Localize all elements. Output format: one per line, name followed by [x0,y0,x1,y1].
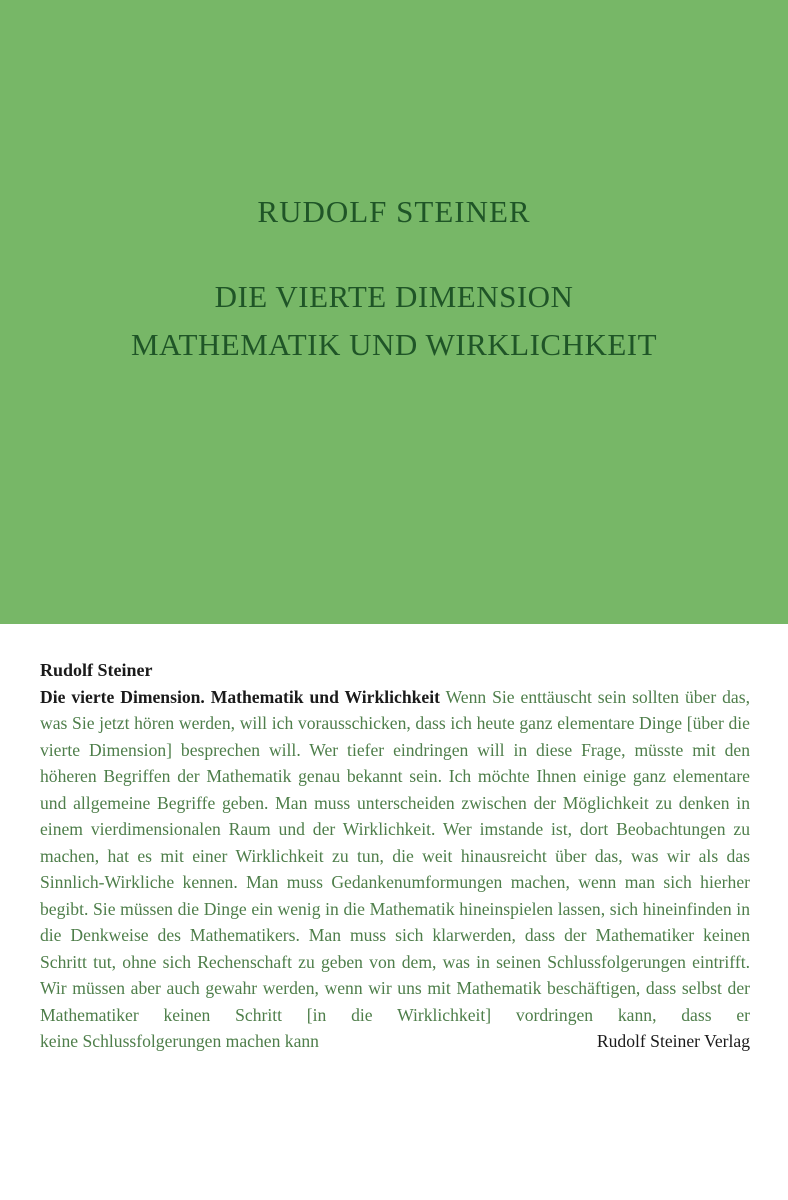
cover-author: RUDOLF STEINER [257,194,531,229]
blurb-text: Wenn Sie enttäuscht sein sollten über das, was Sie jetzt hören werden, will ich vorausschicken, dass ich heute ganz elementare Dinge [über die vierte Dimension] besprechen will. Wer tiefer eindringen will in diese Frage, müsste mit den höheren Begriffen der Mathematik genau bekannt sein. Ich möchte Ihnen einige ganz elementare und allgemeine Begriffe geben. Man muss unterscheiden zwischen der Möglichkeit zu denken in einem vierdimensionalen Raum und der Wirklichkeit. Wer imstande ist, dort Beobachtungen zu machen, hat es mit einer Wirklichkeit zu tun, die weit hinausreicht über das, was wir als das Sinnlich-Wirkliche kennen. Man muss Gedankenumformungen machen, wenn man sich hierher begibt. Sie müssen die Dinge ein wenig in die Mathematik hineinspielen lassen, sich hineinfinden in die Denkweise des Mathematikers. Man muss sich klarwerden, dass der Mathematiker keinen Schritt tut, ohne sich Rechenschaft zu geben von dem, was in seinen Schlussfolgerungen eintrifft. Wir müssen aber auch gewahr werden, wenn wir uns mit Mathematik beschäftigen, dass selbst der Mathematiker keinen Schritt [in die Wirklichkeit] vordringen kann, dass er [40,686,750,1025]
blurb-book-title: Die vierte Dimension. Mathematik und Wirklichkeit [40,686,440,707]
cover-title [0,273,788,369]
blurb-end-text: keine Schlussfolgerungen machen kann [40,1031,319,1051]
cover-title-line-1: DIE VIERTE DIMENSION [214,279,574,314]
back-text-area [40,657,750,1055]
blurb-last-line [40,1028,750,1055]
cover-title-line-2: MATHEMATIK UND WIRKLICHKEIT [130,327,658,362]
publisher-name: Rudolf Steiner Verlag [596,1031,750,1051]
back-author: Rudolf Steiner [40,660,153,680]
blurb-paragraph [40,684,750,1029]
